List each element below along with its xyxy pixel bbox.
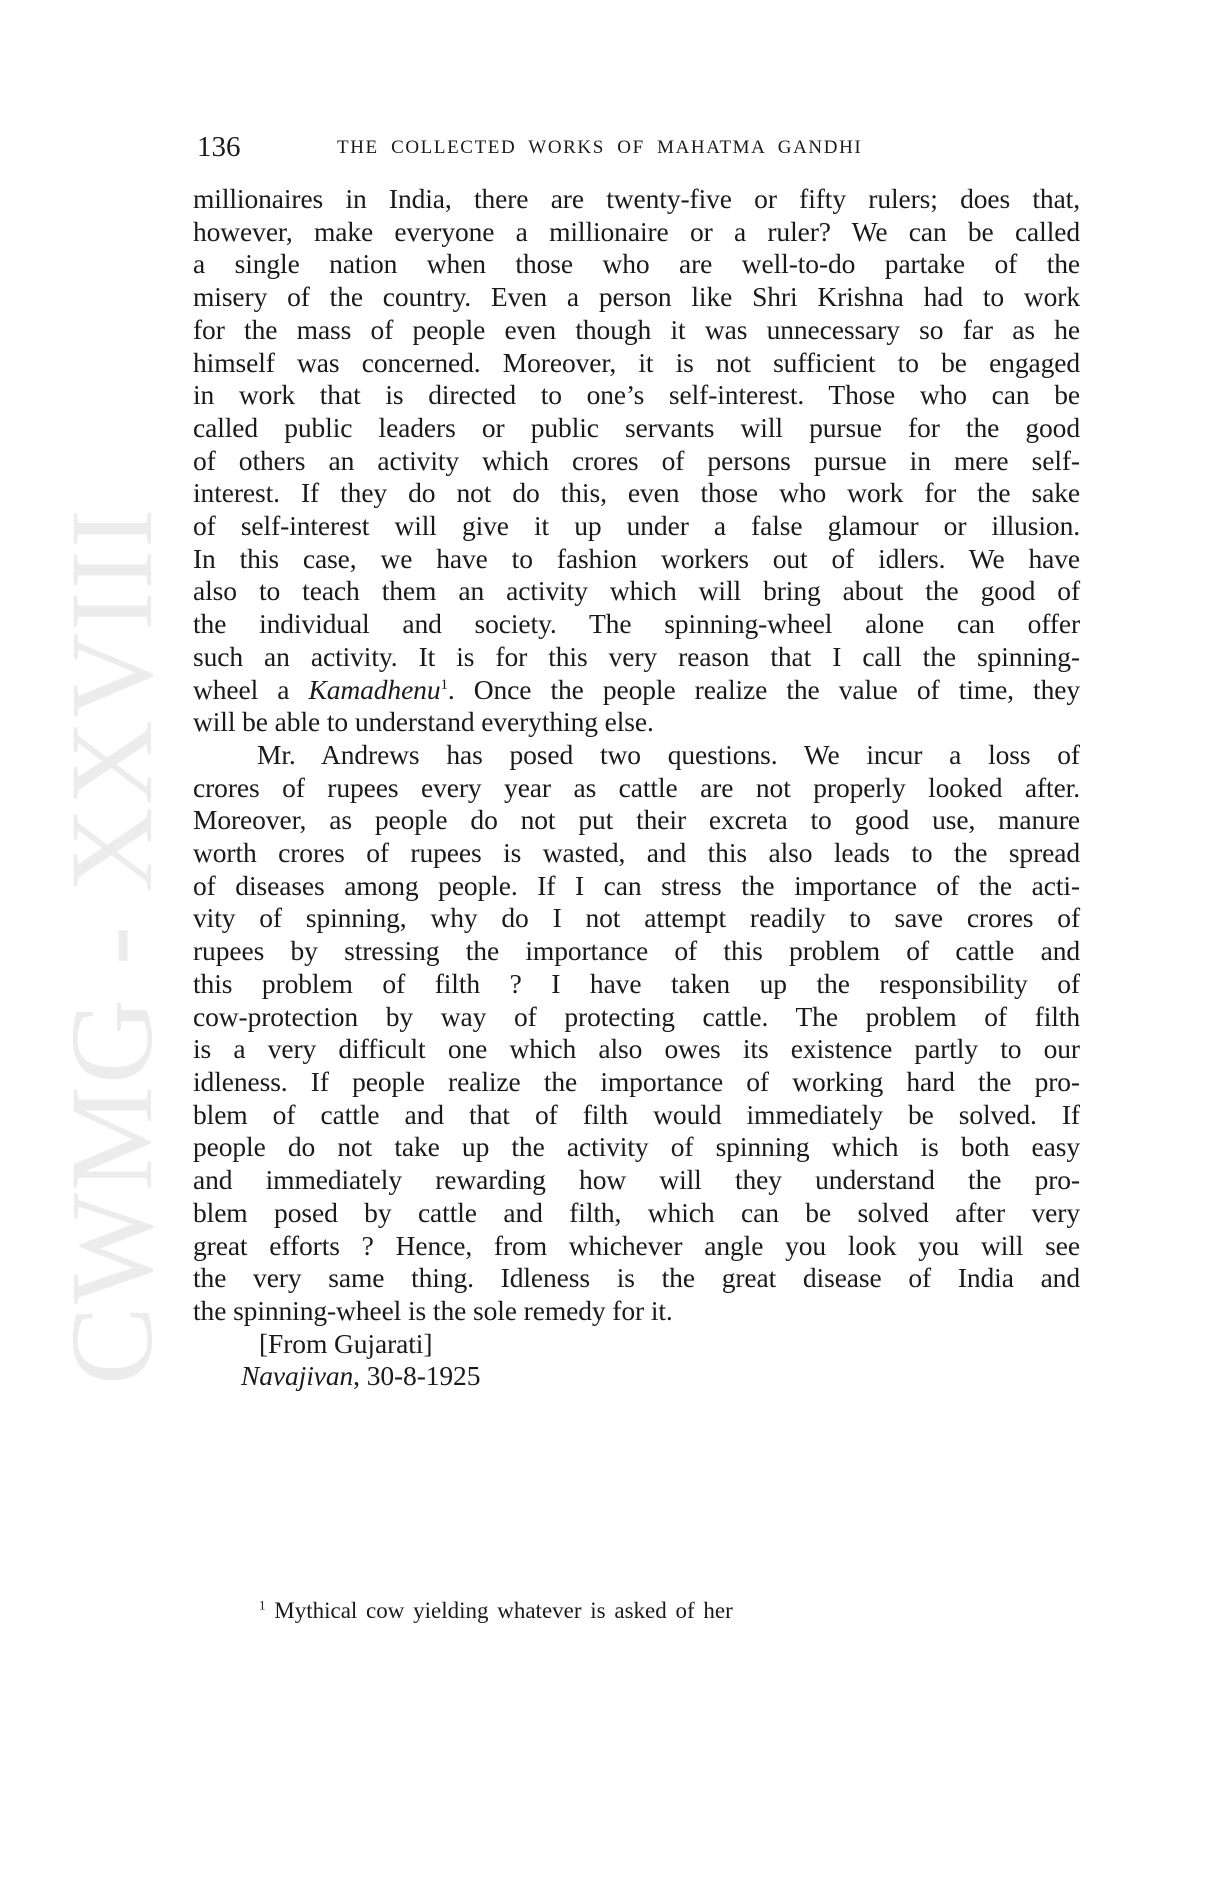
italic-term: Kamadhenu: [308, 673, 441, 705]
text-line: crores of rupees every year as cattle are not properly looked after.: [193, 771, 1080, 803]
text-line: interest. If they do not do this, even those who work for the sake: [193, 477, 1080, 509]
text-line: misery of the country. Even a person like Shri Krishna had to work: [193, 281, 1080, 313]
text-line: worth crores of rupees is wasted, and this also leads to the spread: [193, 837, 1080, 869]
running-head: THE COLLECTED WORKS OF MAHATMA GANDHI: [337, 137, 863, 158]
text-line: Moreover, as people do not put their excreta to good use, manure: [193, 804, 1080, 836]
text-line: Mr. Andrews has posed two questions. We incur a loss of: [257, 738, 1080, 770]
text-line: of self-interest will give it up under a false glamour or illusion.: [193, 510, 1080, 542]
paragraph-2: [193, 739, 1080, 1328]
source-note: [From Gujarati]: [259, 1327, 433, 1359]
footnote-marker: 1: [259, 1597, 266, 1613]
text-line: called public leaders or public servants will pursue for the good: [193, 411, 1080, 443]
text-line: however, make everyone a millionaire or a ruler? We can be called: [193, 215, 1080, 247]
footnote-text: Mythical cow yielding whatever is asked of her: [265, 1598, 733, 1623]
text-segment: . Once the people realize the value of time, they: [447, 673, 1080, 705]
text-line: the spinning-wheel is the sole remedy for it.: [193, 1294, 673, 1326]
text-line: for the mass of people even though it was unnecessary so far as he: [193, 313, 1080, 345]
paragraph-1: [193, 183, 1080, 739]
text-line: people do not take up the activity of spinning which is both easy: [193, 1131, 1080, 1163]
text-line: also to teach them an activity which will bring about the good of: [193, 575, 1080, 607]
citation: [193, 1360, 1080, 1393]
text-line: blem of cattle and that of filth would immediately be solved. If: [193, 1098, 1080, 1130]
text-line: great efforts ? Hence, from whichever angle you look you will see: [193, 1229, 1080, 1261]
text-line: such an activity. It is for this very reason that I call the spinning-: [193, 640, 1080, 672]
text-line: rupees by stressing the importance of this problem of cattle and: [193, 935, 1080, 967]
footnote: [259, 1597, 733, 1625]
text-line: idleness. If people realize the importance of working hard the pro-: [193, 1065, 1080, 1097]
text-line: of diseases among people. If I can stress the importance of the acti-: [193, 869, 1080, 901]
text-line: of others an activity which crores of persons pursue in mere self-: [193, 444, 1080, 476]
text-line: blem posed by cattle and filth, which can be solved after very: [193, 1196, 1080, 1228]
text-line: himself was concerned. Moreover, it is not sufficient to be engaged: [193, 346, 1080, 378]
text-line: will be able to understand everything else.: [193, 706, 654, 738]
text-line: and immediately rewarding how will they understand the pro-: [193, 1164, 1080, 1196]
text-line: [193, 674, 1080, 707]
text-line: vity of spinning, why do I not attempt readily to save crores of: [193, 902, 1080, 934]
watermark: CWMG - XXVIII: [46, 506, 177, 1386]
publication-name: Navajivan: [241, 1360, 354, 1392]
text-line: the individual and society. The spinning-wheel alone can offer: [193, 608, 1080, 640]
text-line: cow-protection by way of protecting cattle. The problem of filth: [193, 1000, 1080, 1032]
text-line: is a very difficult one which also owes its existence partly to our: [193, 1033, 1080, 1065]
page-number: 136: [197, 131, 241, 163]
body-text: [193, 183, 1080, 1393]
text-segment: wheel a: [193, 673, 309, 705]
text-line: In this case, we have to fashion workers out of idlers. We have: [193, 542, 1080, 574]
text-line: a single nation when those who are well-to-do partake of the: [193, 248, 1080, 280]
text-line: in work that is directed to one’s self-interest. Those who can be: [193, 379, 1080, 411]
text-line: the very same thing. Idleness is the great disease of India and: [193, 1262, 1080, 1294]
text-line: this problem of filth ? I have taken up the responsibility of: [193, 967, 1080, 999]
footnote-ref: 1: [440, 676, 448, 693]
publication-date: , 30-8-1925: [353, 1360, 481, 1392]
text-line: millionaires in India, there are twenty-five or fifty rulers; does that,: [193, 183, 1080, 214]
